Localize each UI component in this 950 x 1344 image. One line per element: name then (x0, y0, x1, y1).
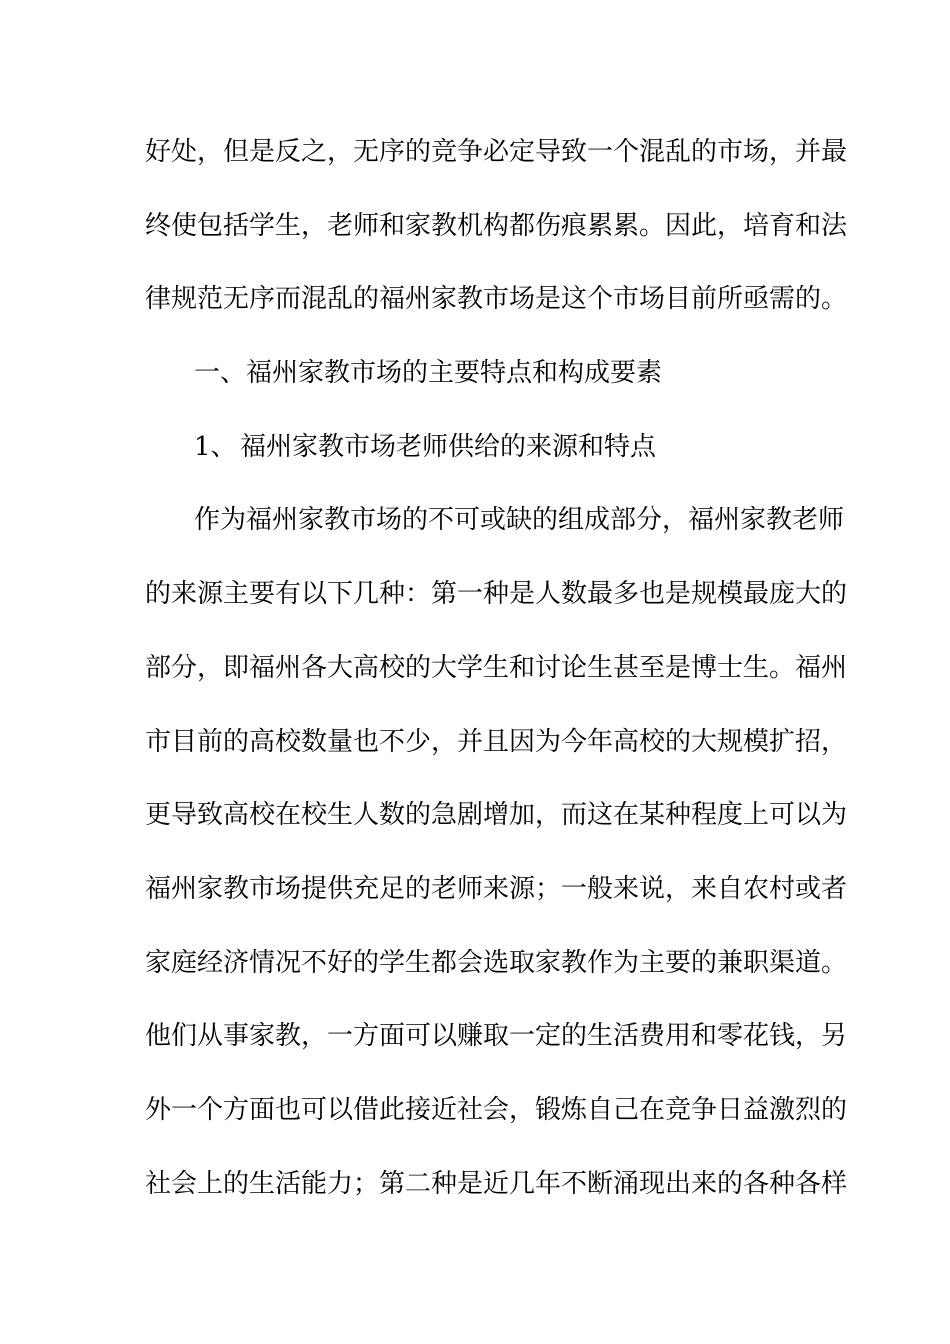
paragraph-line: 好处，但是反之，无序的竞争必定导致一个混乱的市场，并最 (145, 137, 848, 167)
paragraph-line: 终使包括学生，老师和家教机构都伤痕累累。因此，培育和法 (145, 210, 848, 241)
subsection-heading (145, 421, 810, 495)
paragraph-line: 的来源主要有以下几种：第一种是人数最多也是规模最庞大的 (145, 579, 848, 610)
paragraph-line: 作为福州家教市场的不可或缺的组成部分，福州家教老师 (194, 505, 845, 536)
paragraph-line: 律规范无序而混乱的福州家教市场是这个市场目前所亟需的。 (145, 284, 848, 315)
paragraph-line: 福州家教市场提供充足的老师来源；一般来说，来自农村或者 (145, 873, 848, 904)
paragraph-line: 更导致高校在校生人数的急剧增加，而这在某种程度上可以为 (145, 800, 848, 831)
subsection-number: 1、 (194, 431, 237, 462)
body-text (145, 126, 848, 1231)
subsection-title: 福州家教市场老师供给的来源和特点 (240, 431, 657, 462)
paragraph-line: 他们从事家教，一方面可以赚取一定的生活费用和零花钱，另 (145, 1021, 848, 1052)
paragraph-line: 外一个方面也可以借此接近社会，锻炼自己在竞争日益激烈的 (145, 1094, 848, 1125)
paragraph-line: 社会上的生活能力；第二种是近几年不断涌现出来的各种各样 (145, 1168, 848, 1199)
paragraph-line: 家庭经济情况不好的学生都会选取家教作为主要的兼职渠道。 (145, 947, 848, 978)
section-heading: 一、福州家教市场的主要特点和构成要素 (194, 358, 663, 389)
paragraph-line: 市目前的高校数量也不少，并且因为今年高校的大规模扩招， (145, 726, 848, 757)
paragraph-line: 部分，即福州各大高校的大学生和讨论生甚至是博士生。福州 (145, 652, 848, 683)
